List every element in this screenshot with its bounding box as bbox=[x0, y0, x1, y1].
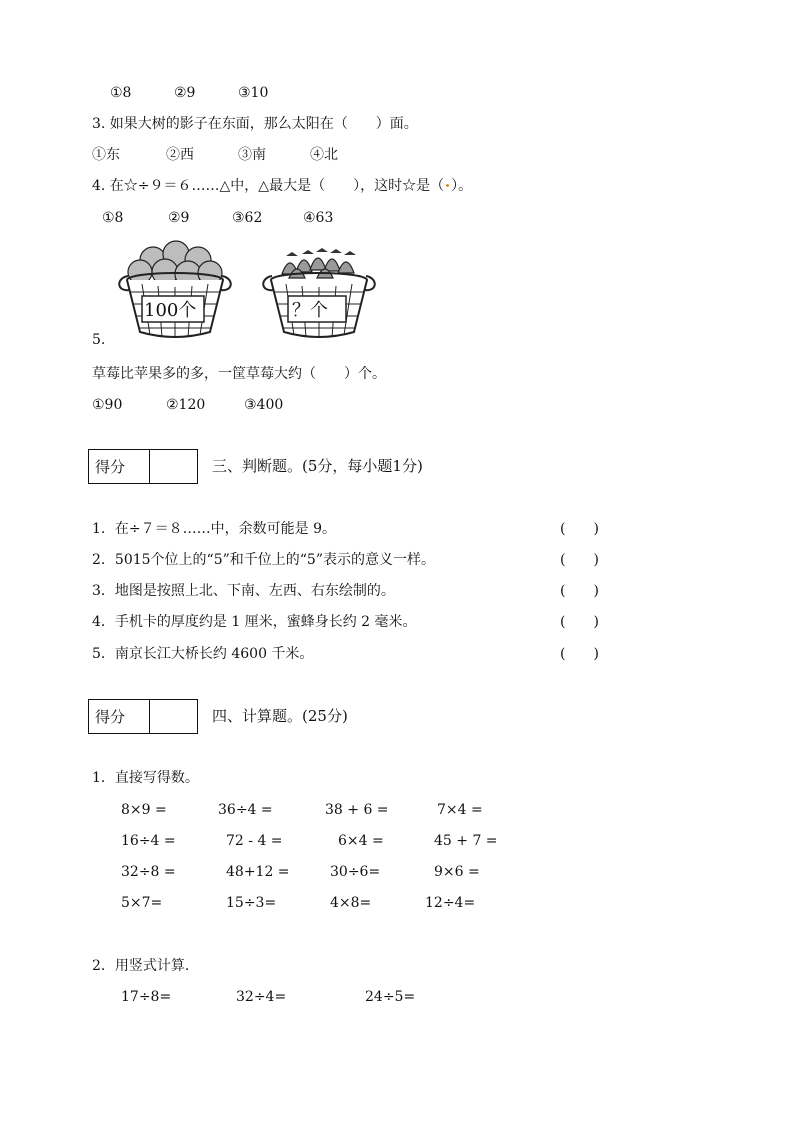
section3-title: 三、判断题。(5分，每小题1分) bbox=[212, 457, 423, 475]
calc-item: 12÷4= bbox=[425, 895, 476, 911]
q4-text: 4. 在☆÷９＝６……△中，△最大是（ ），这时☆是（ ）。 bbox=[92, 178, 473, 194]
judge-item-4: 4．手机卡的厚度约是 1 厘米，蜜蜂身长约 2 毫米。 bbox=[92, 614, 417, 630]
q5-option-2: ②120 bbox=[166, 397, 206, 413]
judge-item-3: 3．地图是按照上北、下南、左西、右东绘制的。 bbox=[92, 583, 395, 599]
calc-subtitle-1: 1．直接写得数。 bbox=[92, 770, 199, 786]
q2-option-1: ①8 bbox=[110, 85, 132, 101]
calc-subtitle-2: 2．用竖式计算. bbox=[92, 958, 190, 974]
calc-item: 16÷4 = bbox=[121, 833, 176, 849]
q4-option-2: ②9 bbox=[168, 210, 190, 226]
q4-option-4: ④63 bbox=[303, 210, 334, 226]
judge-item-1: 1．在÷７＝８……中，余数可能是 9。 bbox=[92, 521, 336, 537]
q5-option-3: ③400 bbox=[244, 397, 284, 413]
answer-paren-2: ( ) bbox=[560, 552, 599, 568]
calc-item: 7×4 = bbox=[437, 802, 483, 818]
basket2-label: ？个 bbox=[292, 300, 328, 321]
answer-paren-1: ( ) bbox=[560, 521, 599, 537]
calc-item: 45 + 7 = bbox=[434, 833, 498, 849]
q5-text: 草莓比苹果多的多，一筐草莓大约（ ）个。 bbox=[92, 366, 386, 382]
q2-option-2: ②9 bbox=[174, 85, 196, 101]
calc-item: 8×9 = bbox=[121, 802, 167, 818]
section4-score-box bbox=[88, 699, 198, 734]
calc-item: 36÷4 = bbox=[218, 802, 273, 818]
calc-item: 4×8= bbox=[330, 895, 372, 911]
calc-item: 5×7= bbox=[121, 895, 163, 911]
score-label: 得分 bbox=[89, 700, 150, 733]
vertical-calc-item: 24÷5= bbox=[365, 989, 416, 1005]
q3-text: 3. 如果大树的影子在东面，那么太阳在（ ）面。 bbox=[92, 116, 418, 132]
apple-basket-icon bbox=[119, 241, 231, 338]
q3-option-4: ④北 bbox=[310, 147, 338, 163]
judge-item-5: 5．南京长江大桥长约 4600 千米。 bbox=[92, 646, 314, 662]
q3-option-2: ②西 bbox=[166, 147, 194, 163]
score-label: 得分 bbox=[89, 450, 150, 483]
vertical-calc-item: 32÷4= bbox=[236, 989, 287, 1005]
basket-illustration bbox=[118, 240, 378, 344]
score-blank bbox=[150, 700, 197, 733]
q4-option-3: ③62 bbox=[232, 210, 263, 226]
q3-option-3: ③南 bbox=[238, 147, 266, 163]
q5-option-1: ①90 bbox=[92, 397, 123, 413]
section3-score-box bbox=[88, 449, 198, 484]
q4-option-1: ①8 bbox=[102, 210, 124, 226]
q2-option-3: ③10 bbox=[238, 85, 269, 101]
section4-title: 四、计算题。(25分) bbox=[212, 707, 348, 725]
calc-item: 6×4 = bbox=[338, 833, 384, 849]
answer-paren-5: ( ) bbox=[560, 646, 599, 662]
orange-dot-mark bbox=[446, 184, 449, 187]
vertical-calc-item: 17÷8= bbox=[121, 989, 172, 1005]
calc-item: 32÷8 = bbox=[121, 864, 176, 880]
answer-paren-3: ( ) bbox=[560, 583, 599, 599]
q5-number: 5. bbox=[92, 332, 106, 348]
strawberry-basket-icon bbox=[263, 248, 375, 338]
calc-item: 9×6 = bbox=[434, 864, 480, 880]
calc-item: 72 - 4 = bbox=[226, 833, 283, 849]
calc-item: 48+12 = bbox=[226, 864, 290, 880]
q3-option-1: ①东 bbox=[92, 147, 120, 163]
calc-item: 30÷6= bbox=[330, 864, 381, 880]
basket1-label: 100个 bbox=[144, 300, 197, 321]
score-blank bbox=[150, 450, 197, 483]
calc-item: 38 + 6 = bbox=[325, 802, 389, 818]
calc-item: 15÷3= bbox=[226, 895, 277, 911]
answer-paren-4: ( ) bbox=[560, 614, 599, 630]
judge-item-2: 2．5015个位上的“5”和千位上的“5”表示的意义一样。 bbox=[92, 552, 435, 568]
